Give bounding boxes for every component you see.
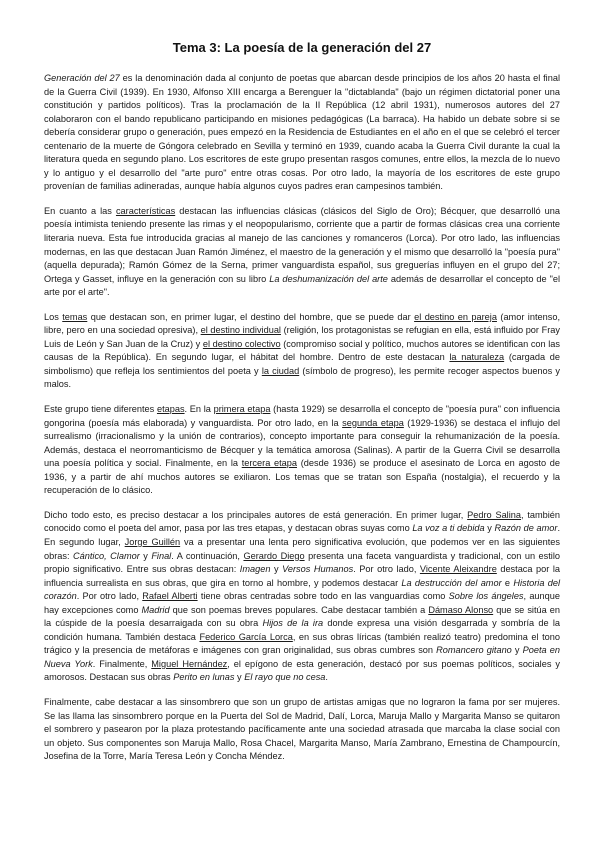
text-run: y [270,564,283,575]
paragraph-sinsombrero [44,696,560,764]
keyword-stages: etapas [156,404,185,415]
text-run: (cargada de simbolismo) que refleja los sentimientos del poeta y [44,352,560,376]
paragraph-authors [44,509,560,685]
document-page [44,40,560,775]
keyword-first-stage: primera etapa [213,404,271,415]
author-name: Gerardo Diego [243,550,305,561]
text-run: . Por otro lado, [353,564,420,575]
author-name: Vicente Aleixandre [419,564,497,575]
work-title: Romancero gitano [436,645,512,656]
author-name: Federico García Lorca [199,631,293,642]
text-run: , en sus obras líricas (también realizó teatro) predomina el tono trágico y la presencia de metáforas e imágenes con gran originalidad, sus obras cumbres son [44,631,560,656]
text-run: Dicho todo esto, es preciso destacar a los principales autores de está generación. En primer lugar, [44,509,468,520]
text-run: Este grupo tiene diferentes [44,404,157,415]
author-name: Dámaso Alonso [428,604,494,615]
text-run: (compromiso social y político, muchos autores se identifican con las causas de la República). En segundo lugar, el hábitat del hombre. Dentro de este destacan [44,338,561,363]
text-run: que se sitúa en la cúspide de la poesía desarraigada con su obra [44,604,560,629]
work-title: Poeta en Nueva York [44,645,561,669]
text-run: Finalmente, cabe destacar a las sinsombrero que son un grupo de artistas amigas que no lograron la fama por ser mujeres. Se las llama las sinsombrero porque en la Puerta del Sol de Madrid, Dalí, Lorca, Maruja Mallo y Margarita Manso se quitaron el sombrero y pasearon por la plaza protestando pacíficamente ante una sociedad atrasada que marcaba la clase social con un objeto. Sus componentes son Maruja Mallo, Rosa Chacel, Margarita Manso, María Zambrano, Ernestina de Champourcín, Josefina de la Torre, María Teresa León y Concha Méndez. [44,696,560,762]
text-run: . A continuación, [171,550,244,561]
work-title: Historia del corazón [44,577,560,602]
text-run: tiene obras centradas sobre todo en las vanguardias como [197,591,449,602]
text-run: y [511,645,523,656]
text-run: es la denominación dada al conjunto de poetas que abarcan desde principios de los años 20 hasta el final de la Guerra Civil (1939). En 1930, Alfonso XIII encarga a Berenguer la "dictablanda" (bajo un régimen dictatorial poner una constitución y partidos políticos). Tras la proclamación de la II República (12 abril 1931), numerosos autores del 27 colaboraron con el bando republicano participando en misiones pedagógicas (La barraca). Ha habido un debate sobre si se debería considerar grupo o generación, pues empezó en la Residencia de Estudiantes en el año en el que se celebró el tercer centenario de la muerte de Góngora celebrado en Sevilla y terminó en 1939, cuando acaba la Guerra Civil durante la cual la literatura queda en segundo plano. Los escritores de este grupo presentan rasgos comunes, entre ellos, la mezcla de lo nuevo y lo antiguo y el desarrollo del "arte puro" entre otras cosas. Por otro lado, la mayoría de los escritores de este grupo provenían de familias adineradas, aunque había algunos cuyos padres eran campesinos también. [44,73,560,192]
text-run: (hasta 1929) se desarrolla el concepto de "poesía pura" con influencia gongorina (poesía más elaborada) y vanguardista. Por otro lado, en la [44,404,560,428]
text-run: , también conocido como el poeta del amor, pasa por las tres etapas, y destacan obras suyas como [44,509,561,534]
text-run: presenta una faceta vanguardista y tradicional, con un estilo propio significativo. Entre sus obras destacan: [44,550,560,575]
text-run: (religión, los protagonistas se refugian en ella, está influido por Fray Luis de León y San Juan de la Cruz) y [44,325,560,349]
text-run: e [501,577,514,588]
paragraph-intro [44,72,560,194]
keyword-city: la ciudad [261,365,300,376]
text-run: donde expresa una visión desgarrada y sombría de la condición humana. También destaca [44,618,560,642]
keyword-collective-destiny: el destino colectivo [202,338,281,349]
text-run: En cuanto a las [44,205,116,216]
work-title: El rayo que no cesa [244,672,326,683]
text-run: que destacan son, en primer lugar, el destino del hombre, que se puede dar [87,311,415,322]
document-title: Tema 3: La poesía de la generación del 27 [172,40,432,55]
keyword-themes: temas [62,311,88,322]
author-name: Pedro Salina [467,509,521,520]
work-title: Sobre los ángeles [448,591,524,602]
text-run: . [325,672,328,683]
text-run: además de desarrollar el concepto de "el arte por el arte". [44,273,560,298]
book-title: La deshumanización del arte [269,273,388,284]
paragraph-characteristics [44,205,560,300]
work-title: La voz a ti debida [412,523,485,534]
text-run: que son poemas breves populares. Cabe destacar también a [169,604,429,615]
text-run: (símbolo de progreso), les permite recoger aspectos buenos y malos. [44,365,560,390]
text-run: destaca por la influencia surrealista en sus obras, que gira en torno al hombre, y podemos destacar [44,564,560,588]
text-run: (1929-1936) se destaca el influjo del surrealismo (irracionalismo y la unión de contrarios), concepto importante para conseguir la rehumanización de la poesía. Además, destaca el neorromanticismo de Bécquer y la temática amorosa (Salinas). A partir de la Guerra Civil se desarrolla una poesía política y social. Finalmente, en la [44,417,561,469]
text-run: . En segundo lugar, [44,523,560,547]
paragraph-themes [44,311,560,392]
term-generation: Generación del 27 [44,73,120,83]
keyword-characteristics: características [115,205,176,216]
text-run: , el epígono de esta generación, destacó por sus poemas políticos, sociales y amorosos. Destacan sus obras [44,658,560,683]
text-run: . Finalmente, [92,658,152,669]
author-name: Miguel Hernández [151,658,228,669]
text-run: . Por otro lado, [76,591,143,602]
author-name: Rafael Alberti [142,591,198,602]
work-title: Cántico, Clamor [73,550,140,561]
work-title: Imagen [239,564,271,575]
keyword-couple-destiny: el destino en pareja [414,311,497,322]
keyword-nature: la naturaleza [449,352,505,363]
work-title: Final [151,550,172,561]
work-title: La destrucción del amor [401,577,502,588]
work-title: Versos Humanos [282,564,354,575]
work-title: Hijos de la ira [262,618,324,629]
text-run: y [234,672,245,683]
author-name: Jorge Guillén [124,536,181,547]
work-title: Razón de amor [494,523,558,534]
keyword-third-stage: tercera etapa [241,458,297,469]
text-run: destacan las influencias clásicas (clásicos del Siglo de Oro); Bécquer, que desarrolló una poesía intimista teniendo presente las rimas y el neopopularismo, corriente que a partir de formas clásicas crea una corriente literaria nueva. Esta fue introducida gracias al manejo de las canciones y romanceros (Lorca). Por otro lado, las influencias modernas, en las que destacan Juan Ramón Jiménez, el maestro de la generación y el mismo que desarrolló la "poesía pura" (aquella depurada); Ramón Gómez de la Serna, primer vanguardista español, sus greguerías influyen en el grupo del 27; Ortega y Gasset, influye en la generación con su libro [44,205,560,284]
work-title: Perito en lunas [173,672,235,683]
text-run: , aunque hay excepciones como [44,591,560,615]
text-run: y [484,523,495,534]
text-run: . En la [184,404,214,415]
text-run: va a presentar una lenta pero significativa evolución, que podemos ver en las siguientes obras: [44,536,561,561]
keyword-second-stage: segunda etapa [342,417,404,428]
text-run: (desde 1936) se produce el asesinato de Lorca en agosto de 1936, y a partir de ahí muchos autores se exiliaron. Los temas que se tratan son España (nostalgia), el recuerdo y la recuperación de lo clásico. [44,458,560,496]
keyword-individual-destiny: el destino individual [200,325,281,336]
text-run: Los [44,311,63,322]
work-title: Madrid [141,604,170,615]
text-run: (amor intenso, libre, pero en una sociedad opresiva), [44,311,560,336]
paragraph-stages [44,403,560,498]
text-run: y [139,550,152,561]
